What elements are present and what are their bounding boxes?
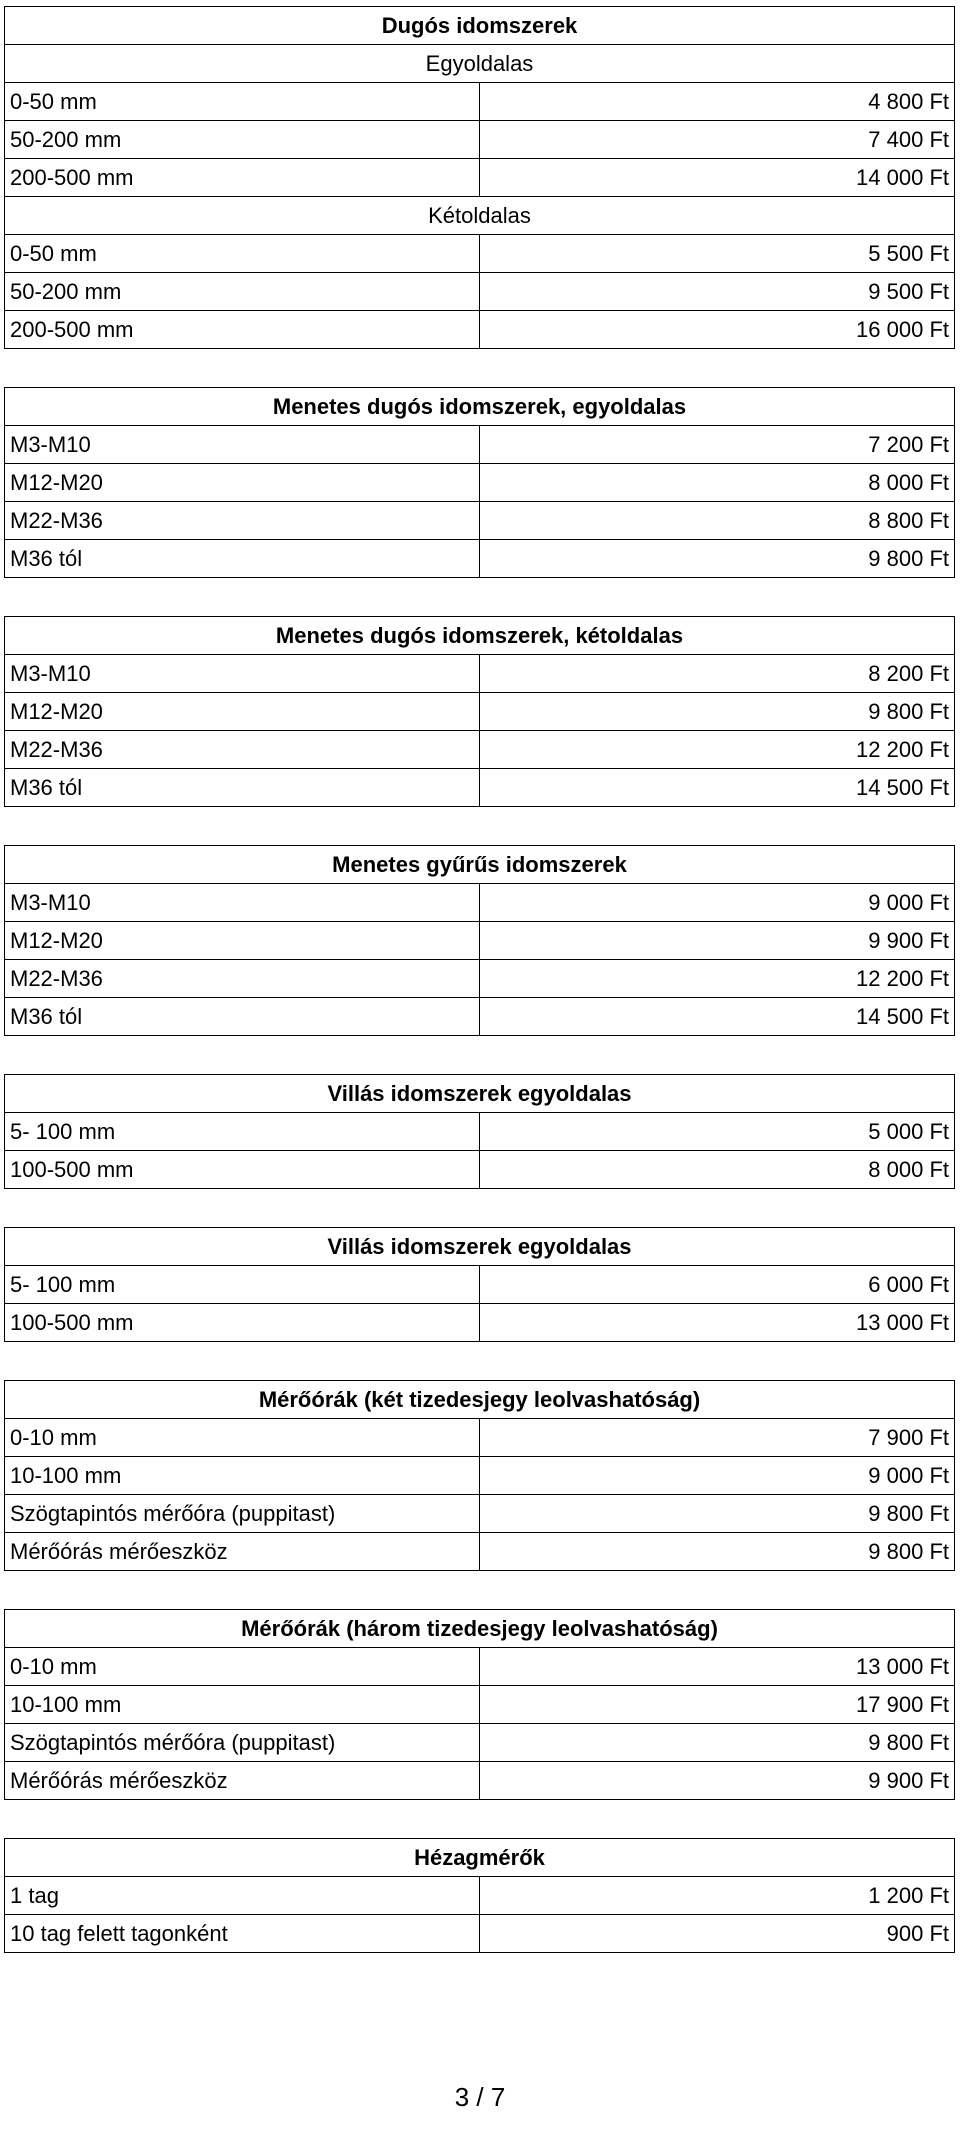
table-row bbox=[5, 1151, 955, 1189]
item-price: 8 000 Ft bbox=[480, 1151, 955, 1189]
item-price: 17 900 Ft bbox=[480, 1686, 955, 1724]
section-title-row bbox=[5, 1075, 955, 1113]
item-label: 100-500 mm bbox=[5, 1304, 480, 1342]
table-row bbox=[5, 1724, 955, 1762]
section-title: Dugós idomszerek bbox=[5, 7, 955, 45]
section-title-row bbox=[5, 617, 955, 655]
item-label: 10 tag felett tagonként bbox=[5, 1915, 480, 1953]
table-row bbox=[5, 121, 955, 159]
section-title: Villás idomszerek egyoldalas bbox=[5, 1075, 955, 1113]
table-row bbox=[5, 1877, 955, 1915]
section-spacer bbox=[4, 1800, 955, 1838]
price-section bbox=[4, 1838, 955, 1953]
item-label: 10-100 mm bbox=[5, 1686, 480, 1724]
price-section bbox=[4, 616, 955, 807]
item-label: 100-500 mm bbox=[5, 1151, 480, 1189]
group-subtitle-row bbox=[5, 45, 955, 83]
table-row bbox=[5, 693, 955, 731]
table-row bbox=[5, 464, 955, 502]
item-price: 8 200 Ft bbox=[480, 655, 955, 693]
item-label: M3-M10 bbox=[5, 884, 480, 922]
item-label: M3-M10 bbox=[5, 655, 480, 693]
item-price: 5 500 Ft bbox=[480, 235, 955, 273]
item-label: 0-10 mm bbox=[5, 1648, 480, 1686]
item-price: 7 900 Ft bbox=[480, 1419, 955, 1457]
table-row bbox=[5, 83, 955, 121]
table-row bbox=[5, 273, 955, 311]
table-row bbox=[5, 1686, 955, 1724]
item-label: 1 tag bbox=[5, 1877, 480, 1915]
price-list bbox=[4, 6, 955, 1953]
item-label: 50-200 mm bbox=[5, 121, 480, 159]
item-label: M36 tól bbox=[5, 540, 480, 578]
price-section bbox=[4, 6, 955, 349]
table-row bbox=[5, 1533, 955, 1571]
item-price: 14 500 Ft bbox=[480, 769, 955, 807]
table-row bbox=[5, 1495, 955, 1533]
item-label: 5- 100 mm bbox=[5, 1113, 480, 1151]
table-row bbox=[5, 960, 955, 998]
item-label: M12-M20 bbox=[5, 693, 480, 731]
section-title: Menetes dugós idomszerek, egyoldalas bbox=[5, 388, 955, 426]
section-title-row bbox=[5, 1839, 955, 1877]
table-row bbox=[5, 1915, 955, 1953]
item-label: M22-M36 bbox=[5, 731, 480, 769]
table-row bbox=[5, 426, 955, 464]
group-subtitle: Egyoldalas bbox=[5, 45, 955, 83]
item-label: 0-10 mm bbox=[5, 1419, 480, 1457]
page-number: 3 / 7 bbox=[454, 2082, 506, 2112]
section-spacer bbox=[4, 1036, 955, 1074]
item-label: 0-50 mm bbox=[5, 83, 480, 121]
item-price: 6 000 Ft bbox=[480, 1266, 955, 1304]
item-price: 8 800 Ft bbox=[480, 502, 955, 540]
item-label: 0-50 mm bbox=[5, 235, 480, 273]
item-label: 10-100 mm bbox=[5, 1457, 480, 1495]
section-title: Menetes gyűrűs idomszerek bbox=[5, 846, 955, 884]
item-price: 14 500 Ft bbox=[480, 998, 955, 1036]
table-row bbox=[5, 1266, 955, 1304]
table-row bbox=[5, 884, 955, 922]
item-label: M36 tól bbox=[5, 998, 480, 1036]
section-title: Mérőórák (két tizedesjegy leolvashatóság) bbox=[5, 1381, 955, 1419]
section-spacer bbox=[4, 578, 955, 616]
section-title-row bbox=[5, 1381, 955, 1419]
price-section bbox=[4, 1609, 955, 1800]
table-row bbox=[5, 502, 955, 540]
item-price: 12 200 Ft bbox=[480, 960, 955, 998]
section-title-row bbox=[5, 1228, 955, 1266]
item-label: 200-500 mm bbox=[5, 159, 480, 197]
section-title-row bbox=[5, 7, 955, 45]
table-row bbox=[5, 159, 955, 197]
table-row bbox=[5, 922, 955, 960]
item-price: 9 800 Ft bbox=[480, 1495, 955, 1533]
section-spacer bbox=[4, 807, 955, 845]
item-price: 9 800 Ft bbox=[480, 1533, 955, 1571]
price-section bbox=[4, 1227, 955, 1342]
item-price: 9 000 Ft bbox=[480, 1457, 955, 1495]
item-price: 7 400 Ft bbox=[480, 121, 955, 159]
item-label: Szögtapintós mérőóra (puppitast) bbox=[5, 1495, 480, 1533]
item-price: 8 000 Ft bbox=[480, 464, 955, 502]
table-row bbox=[5, 1113, 955, 1151]
section-title: Menetes dugós idomszerek, kétoldalas bbox=[5, 617, 955, 655]
item-price: 16 000 Ft bbox=[480, 311, 955, 349]
item-label: M3-M10 bbox=[5, 426, 480, 464]
table-row bbox=[5, 1648, 955, 1686]
item-price: 12 200 Ft bbox=[480, 731, 955, 769]
item-label: 200-500 mm bbox=[5, 311, 480, 349]
item-label: Mérőórás mérőeszköz bbox=[5, 1762, 480, 1800]
item-price: 9 800 Ft bbox=[480, 540, 955, 578]
item-price: 1 200 Ft bbox=[480, 1877, 955, 1915]
table-row bbox=[5, 769, 955, 807]
item-label: M22-M36 bbox=[5, 502, 480, 540]
item-label: M12-M20 bbox=[5, 922, 480, 960]
item-price: 9 900 Ft bbox=[480, 1762, 955, 1800]
item-price: 9 800 Ft bbox=[480, 1724, 955, 1762]
item-label: M36 tól bbox=[5, 769, 480, 807]
item-label: Szögtapintós mérőóra (puppitast) bbox=[5, 1724, 480, 1762]
item-label: 50-200 mm bbox=[5, 273, 480, 311]
section-title: Hézagmérők bbox=[5, 1839, 955, 1877]
table-row bbox=[5, 1304, 955, 1342]
section-spacer bbox=[4, 1189, 955, 1227]
section-title-row bbox=[5, 388, 955, 426]
price-section bbox=[4, 1074, 955, 1189]
table-row bbox=[5, 998, 955, 1036]
table-row bbox=[5, 1762, 955, 1800]
section-spacer bbox=[4, 1571, 955, 1609]
item-price: 13 000 Ft bbox=[480, 1648, 955, 1686]
item-price: 9 900 Ft bbox=[480, 922, 955, 960]
item-label: M22-M36 bbox=[5, 960, 480, 998]
table-row bbox=[5, 540, 955, 578]
section-spacer bbox=[4, 1342, 955, 1380]
section-title: Villás idomszerek egyoldalas bbox=[5, 1228, 955, 1266]
item-price: 7 200 Ft bbox=[480, 426, 955, 464]
table-row bbox=[5, 655, 955, 693]
section-title-row bbox=[5, 1610, 955, 1648]
item-price: 4 800 Ft bbox=[480, 83, 955, 121]
section-title-row bbox=[5, 846, 955, 884]
group-subtitle: Kétoldalas bbox=[5, 197, 955, 235]
section-title: Mérőórák (három tizedesjegy leolvashatóság) bbox=[5, 1610, 955, 1648]
table-row bbox=[5, 235, 955, 273]
item-label: 5- 100 mm bbox=[5, 1266, 480, 1304]
table-row bbox=[5, 311, 955, 349]
item-label: Mérőórás mérőeszköz bbox=[5, 1533, 480, 1571]
item-price: 5 000 Ft bbox=[480, 1113, 955, 1151]
item-label: M12-M20 bbox=[5, 464, 480, 502]
group-subtitle-row bbox=[5, 197, 955, 235]
table-row bbox=[5, 731, 955, 769]
price-section bbox=[4, 1380, 955, 1571]
table-row bbox=[5, 1419, 955, 1457]
item-price: 9 800 Ft bbox=[480, 693, 955, 731]
section-spacer bbox=[4, 349, 955, 387]
item-price: 13 000 Ft bbox=[480, 1304, 955, 1342]
item-price: 9 000 Ft bbox=[480, 884, 955, 922]
table-row bbox=[5, 1457, 955, 1495]
item-price: 900 Ft bbox=[480, 1915, 955, 1953]
price-section bbox=[4, 845, 955, 1036]
item-price: 14 000 Ft bbox=[480, 159, 955, 197]
item-price: 9 500 Ft bbox=[480, 273, 955, 311]
price-section bbox=[4, 387, 955, 578]
